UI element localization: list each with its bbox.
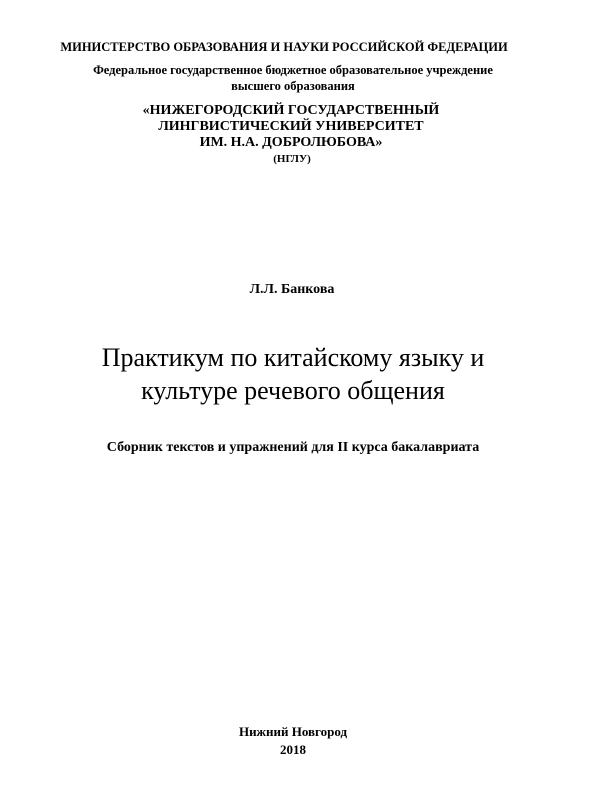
ministry-name: МИНИСТЕРСТВО ОБРАЗОВАНИЯ И НАУКИ РОССИЙСКОЙ ФЕДЕРАЦИИ	[60, 40, 508, 54]
book-subtitle: Сборник текстов и упражнений для II курса бакалавриата	[106, 440, 480, 455]
publication-year: 2018	[280, 742, 306, 757]
institution-type-line-1: Федеральное государственное бюджетное образовательное учреждение	[93, 63, 493, 77]
publication-city: Нижний Новгород	[238, 724, 348, 739]
university-name-line-3: ИМ. Н.А. ДОБРОЛЮБОВА»	[199, 135, 383, 150]
author-name: Л.Л. Банкова	[249, 282, 335, 297]
institution-type-line-2: высшего образования	[231, 79, 355, 93]
university-abbreviation: (НГЛУ)	[273, 153, 311, 165]
book-title-line-1: Практикум по китайскому языку и	[101, 343, 485, 372]
university-name-line-2: ЛИНГВИСТИЧЕСКИЙ УНИВЕРСИТЕТ	[158, 119, 424, 134]
university-name-line-1: «НИЖЕГОРОДСКИЙ ГОСУДАРСТВЕННЫЙ	[142, 103, 440, 118]
book-title-line-2: культуре речевого общения	[141, 376, 445, 405]
